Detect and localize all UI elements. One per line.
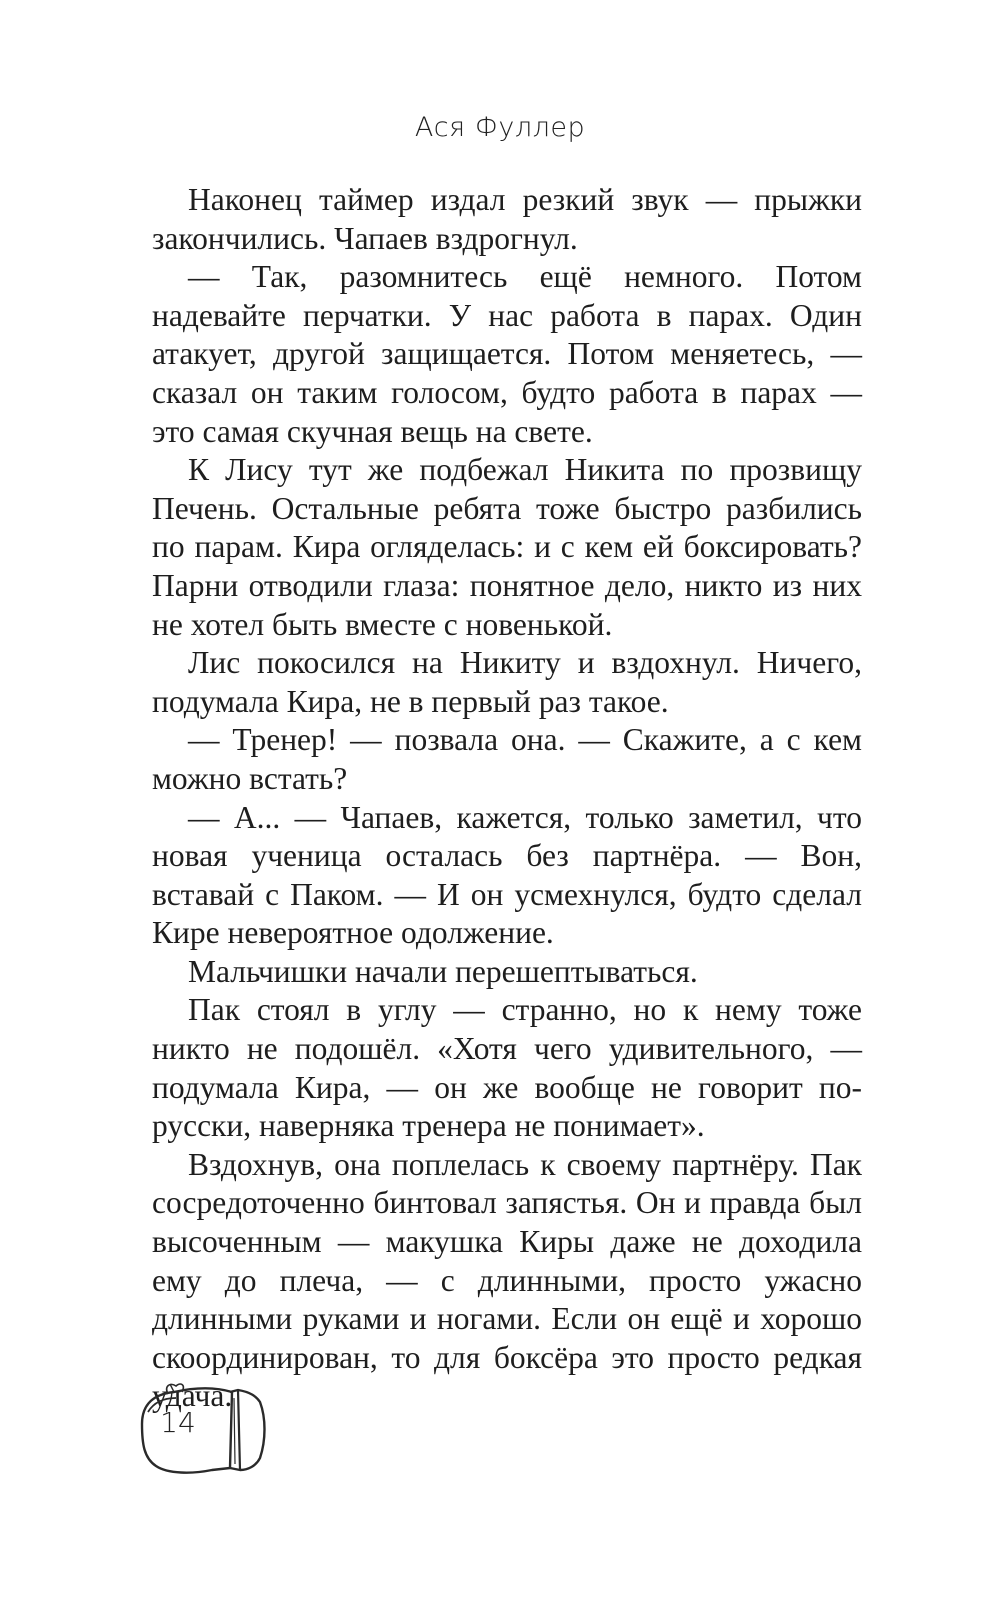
paragraph: К Лису тут же подбежал Никита по прозвищу Печень. Остальные ребята тоже быстро разбились по парам. Кира огляделась: и с кем ей боксировать? Парни отводили глаза: понятное дело, никто из них не хотел быть вместе с новенькой. [152,452,862,642]
body-text [152,181,862,1416]
paragraph: — А... — Чапаев, кажется, только заметил, что новая ученица осталась без партнёра. — Вон, вставай с Паком. — И он усмехнулся, будто сделал Кире невероятное одолжение. [152,799,862,951]
paragraph: Наконец таймер издал резкий звук — прыжки закончились. Чапаев вздрогнул. [152,182,862,256]
running-head-author: Ася Фуллер [414,112,586,143]
paragraph: Лис покосился на Никиту и вздохнул. Ничего, подумала Кира, не в первый раз такое. [152,645,862,719]
paragraph: Пак стоял в углу — странно, но к нему тоже никто не подошёл. «Хотя чего удивительного, — подумала Кира, — он же вообще не говорит по-русски, наверняка тренера не понимает». [152,992,862,1144]
paragraph: — Так, разомнитесь ещё немного. Потом надевайте перчатки. У нас работа в парах. Один атакует, другой защищается. Потом меняетесь, — сказал он таким голосом, будто работа в парах — это самая скучная вещь на свете. [152,259,862,449]
paragraph: — Тренер! — позвала она. — Скажите, а с кем можно встать? [152,722,862,796]
page-number: 14 [160,1406,196,1439]
page-footer [134,1378,284,1480]
paragraph: Мальчишки начали перешептываться. [188,953,698,989]
paragraph: Вздохнув, она поплелась к своему партнёру. Пак сосредоточенно бинтовал запястья. Он и правда был высоченным — макушка Киры даже не доходила ему до плеча, — с длинными, просто ужасно длинными руками и ногами. Если он ещё и хорошо скоординирован, то для боксёра это просто редкая удача. [152,1146,862,1414]
